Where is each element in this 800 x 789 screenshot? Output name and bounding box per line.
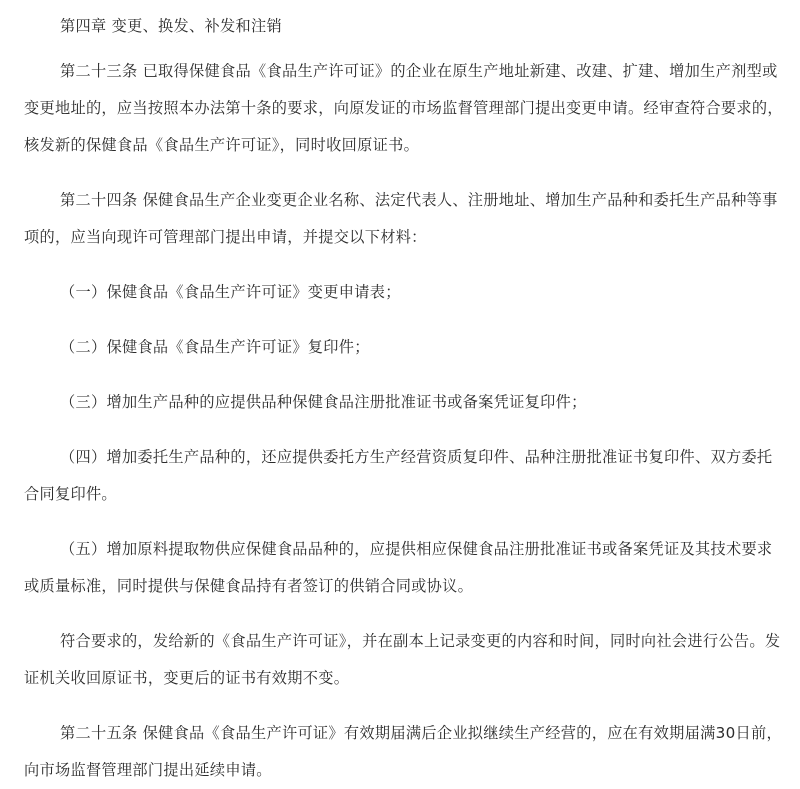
article-24-item-3: （三）增加生产品种的应提供品种保健食品注册批准证书或备案凭证复印件；	[60, 393, 587, 411]
article-24-item-1: （一）保健食品《食品生产许可证》变更申请表；	[60, 283, 401, 301]
article-24-item-2: （二）保健食品《食品生产许可证》复印件；	[60, 338, 370, 356]
chapter-title: 第四章 变更、换发、补发和注销	[60, 17, 282, 35]
article-24-closing: 符合要求的，发给新的《食品生产许可证》，并在副本上记录变更的内容和时间，同时向社会进行公告。发证机关收回原证书，变更后的证书有效期不变。	[24, 632, 781, 687]
document-body	[24, 0, 784, 789]
article-24-item-4: （四）增加委托生产品种的，还应提供委托方生产经营资质复印件、品种注册批准证书复印件、双方委托合同复印件。	[24, 448, 773, 503]
article-23: 第二十三条 已取得保健食品《食品生产许可证》的企业在原生产地址新建、改建、扩建、增加生产剂型或变更地址的，应当按照本办法第十条的要求，向原发证的市场监督管理部门提出变更申请。经审查符合要求的，核发新的保健食品《食品生产许可证》，同时收回原证书。	[24, 62, 783, 154]
article-25: 第二十五条 保健食品《食品生产许可证》有效期届满后企业拟继续生产经营的，应在有效期届满30日前，向市场监督管理部门提出延续申请。	[24, 724, 782, 779]
article-24-item-5: （五）增加原料提取物供应保健食品品种的，应提供相应保健食品注册批准证书或备案凭证及其技术要求或质量标准，同时提供与保健食品持有者签订的供销合同或协议。	[24, 540, 773, 595]
article-24: 第二十四条 保健食品生产企业变更企业名称、法定代表人、注册地址、增加生产品种和委托生产品种等事项的，应当向现许可管理部门提出申请，并提交以下材料：	[24, 191, 778, 246]
